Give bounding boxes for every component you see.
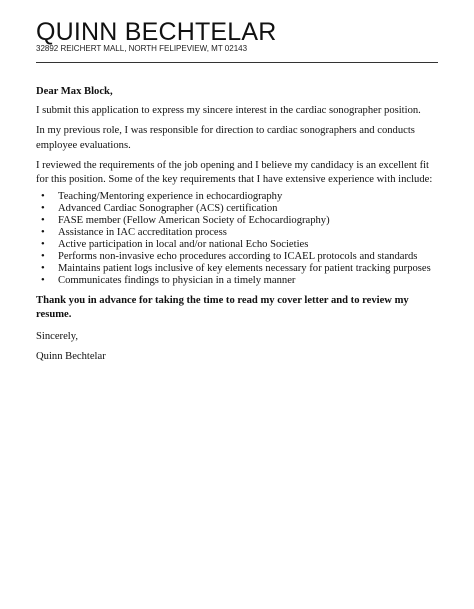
header-divider — [36, 62, 438, 63]
requirement-item — [41, 191, 436, 203]
bullet-icon: • — [41, 191, 45, 203]
bullet-icon: • — [41, 251, 45, 263]
requirement-item — [41, 215, 436, 227]
letter-paragraph-3: I reviewed the requirements of the job opening and I believe my candidacy is an excellent fit for this position. Some of the key requirements that I have extensive experience with include: — [36, 159, 433, 186]
signature-name: Quinn Bechtelar — [36, 350, 106, 362]
bullet-icon: • — [41, 215, 45, 227]
requirement-item — [41, 239, 436, 251]
requirement-text: Maintains patient logs inclusive of key elements necessary for patient tracking purposes — [58, 263, 431, 275]
requirement-text: Advanced Cardiac Sonographer (ACS) certification — [58, 203, 278, 215]
requirement-text: Assistance in IAC accreditation process — [58, 227, 227, 239]
letter-body — [36, 85, 436, 370]
requirement-text: Teaching/Mentoring experience in echocardiography — [58, 191, 283, 203]
bullet-icon: • — [41, 263, 45, 275]
bullet-icon: • — [41, 227, 45, 239]
requirements-list — [36, 191, 436, 287]
requirement-text: FASE member (Fellow American Society of Echocardiography) — [58, 215, 330, 227]
letter-closing: Thank you in advance for taking the time to read my cover letter and to review my resume. — [36, 295, 409, 321]
letter-greeting: Dear Max Block, — [36, 86, 113, 97]
requirement-item — [41, 251, 436, 263]
bullet-icon: • — [41, 275, 45, 287]
requirement-text: Communicates findings to physician in a timely manner — [58, 275, 296, 287]
applicant-name-heading: QUINN BECHTELAR — [36, 18, 277, 46]
letter-signoff: Sincerely, — [36, 330, 78, 342]
requirement-text: Active participation in local and/or national Echo Societies — [58, 239, 309, 251]
bullet-icon: • — [41, 239, 45, 251]
bullet-icon: • — [41, 203, 45, 215]
requirement-text: Performs non-invasive echo procedures according to ICAEL protocols and standards — [58, 251, 418, 263]
applicant-address: 32892 REICHERT MALL, NORTH FELIPEVIEW, MT 02143 — [36, 44, 248, 53]
letter-paragraph-2: In my previous role, I was responsible for direction to cardiac sonographers and conducts employee evaluations. — [36, 125, 415, 151]
letter-paragraph-1: I submit this application to express my sincere interest in the cardiac sonographer position. — [36, 105, 421, 117]
requirement-item — [41, 275, 436, 287]
requirement-item — [41, 227, 436, 239]
requirement-item — [41, 203, 436, 215]
requirement-item — [41, 263, 436, 275]
